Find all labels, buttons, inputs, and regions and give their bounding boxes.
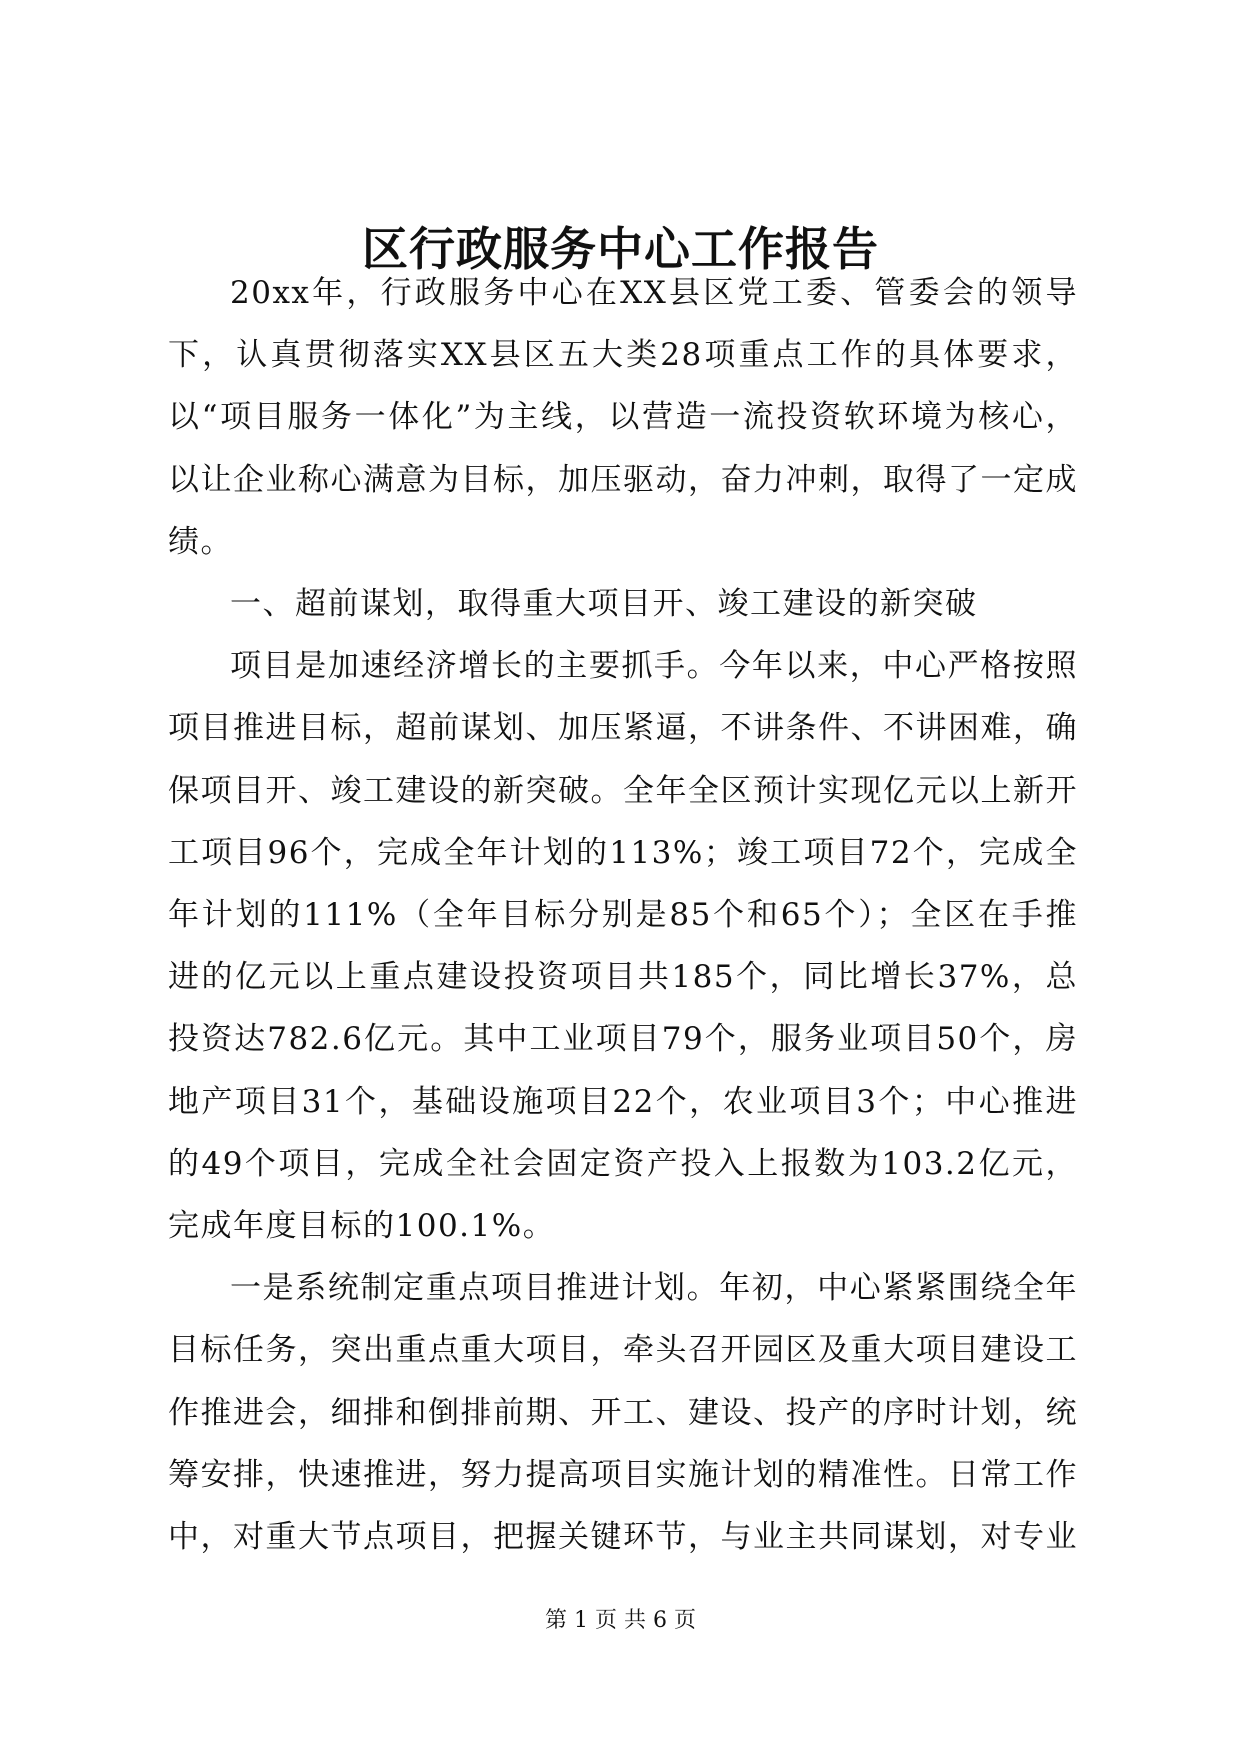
document-body xyxy=(168,262,1078,1568)
document-title: 区行政服务中心工作报告 xyxy=(362,222,879,276)
paragraph-projects: 项目是加速经济增长的主要抓手。今年以来，中心严格按照项目推进目标，超前谋划、加压紧逼，不讲条件、不讲困难，确保项目开、竣工建设的新突破。全年全区预计实现亿元以上新开工项目96个，完成全年计划的113%；竣工项目72个，完成全年计划的111%（全年目标分别是85个和65个）；全区在手推进的亿元以上重点建设投资项目共185个，同比增长37%，总投资达782.6亿元。其中工业项目79个，服务业项目50个，房地产项目31个，基础设施项目22个，农业项目3个；中心推进的49个项目，完成全社会固定资产投入上报数为103.2亿元，完成年度目标的100.1%。 xyxy=(168,648,1078,1245)
page-footer: 第 1 页 共 6 页 xyxy=(545,1608,696,1633)
paragraph-intro: 20xx年，行政服务中心在XX县区党工委、管委会的领导下，认真贯彻落实XX县区五大类28项重点工作的具体要求，以“项目服务一体化”为主线，以营造一流投资软环境为核心，以让企业称心满意为目标，加压驱动，奋力冲刺，取得了一定成绩。 xyxy=(168,275,1078,560)
section-heading-1: 一、超前谋划，取得重大项目开、竣工建设的新突破 xyxy=(230,586,978,623)
paragraph-plan: 一是系统制定重点项目推进计划。年初，中心紧紧围绕全年目标任务，突出重点重大项目，牵头召开园区及重大项目建设工作推进会，细排和倒排前期、开工、建设、投产的序时计划，统筹安排，快速推进，努力提高项目实施计划的精准性。日常工作中，对重大节点项目，把握关键环节，与业主共同谋划，对专业 xyxy=(168,1270,1078,1556)
